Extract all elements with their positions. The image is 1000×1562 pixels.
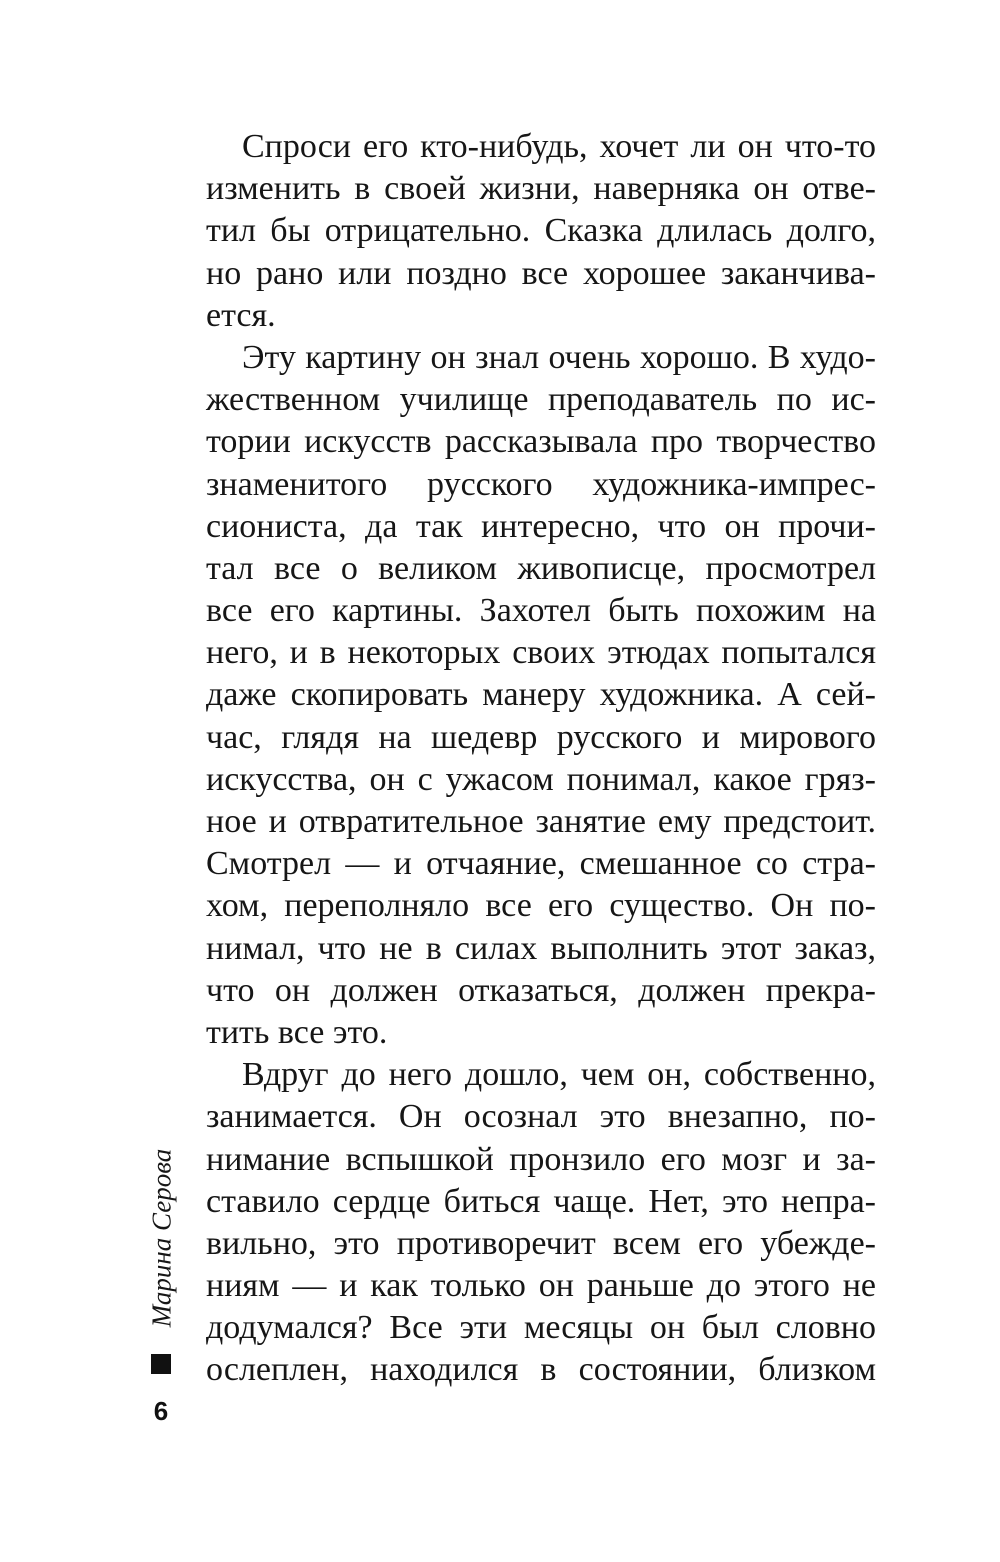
text-line: тал все о великом живописце, просмотрел [206,549,876,587]
text-line: сиониста, да так интересно, что он прочи- [206,507,876,545]
text-line: додумался? Все эти месяцы он был словно [206,1309,876,1347]
author-name: Марина Серова [146,1148,177,1328]
text-line: ниям — и как только он раньше до этого не [206,1267,876,1305]
text-line: Спроси его кто-нибудь, хочет ли он что-то [242,128,876,165]
text-line: вильно, это противоречит всем его убежде- [206,1224,876,1262]
body-text [206,126,876,1392]
text-line: него, и в некоторых своих этюдах попытался [206,634,876,672]
text-line: нимал, что не в силах выполнить этот заказ, [206,929,876,967]
text-line: Вдруг до него дошло, чем он, собственно, [242,1056,876,1094]
text-line: все его картины. Захотел быть похожим на [206,592,876,630]
text-line: ставило сердце биться чаще. Нет, это непра- [206,1182,876,1220]
text-line: жественном училище преподаватель по ис- [206,381,876,419]
text-line: Смотрел — и отчаяние, смешанное со стра- [206,845,876,883]
text-line: но рано или поздно все хорошее заканчива- [206,254,876,292]
text-line: тории искусств рассказывала про творчество [206,423,876,461]
text-line: тить все это. [206,1013,388,1051]
text-line: тил бы отрицательно. Сказка длилась долго, [206,212,876,250]
text-line: ется. [206,296,276,334]
text-line: знаменитого русского художника-импрес- [206,465,876,503]
text-line: что он должен отказаться, должен прекра- [206,971,876,1009]
square-marker-icon [151,1354,171,1374]
page-number: 6 [153,1396,169,1426]
text-line: хом, переполняло все его существо. Он по- [206,887,876,925]
text-line: искусства, он с ужасом понимал, какое гряз- [206,760,876,798]
text-line: изменить в своей жизни, наверняка он отве- [206,170,876,208]
text-line: даже скопировать манеру художника. А сей- [206,676,876,714]
text-line: ное и отвратительное занятие ему предстоит. [206,803,876,840]
text-line: нимание вспышкой пронзило его мозг и за- [206,1140,876,1178]
running-head [144,1148,180,1328]
text-line: ослеплен, находился в состоянии, близком [206,1351,876,1389]
text-line: Эту картину он знал очень хорошо. В худо- [242,338,876,376]
text-line: час, глядя на шедевр русского и мирового [206,718,876,756]
text-line: занимается. Он осознал это внезапно, по- [206,1098,876,1136]
